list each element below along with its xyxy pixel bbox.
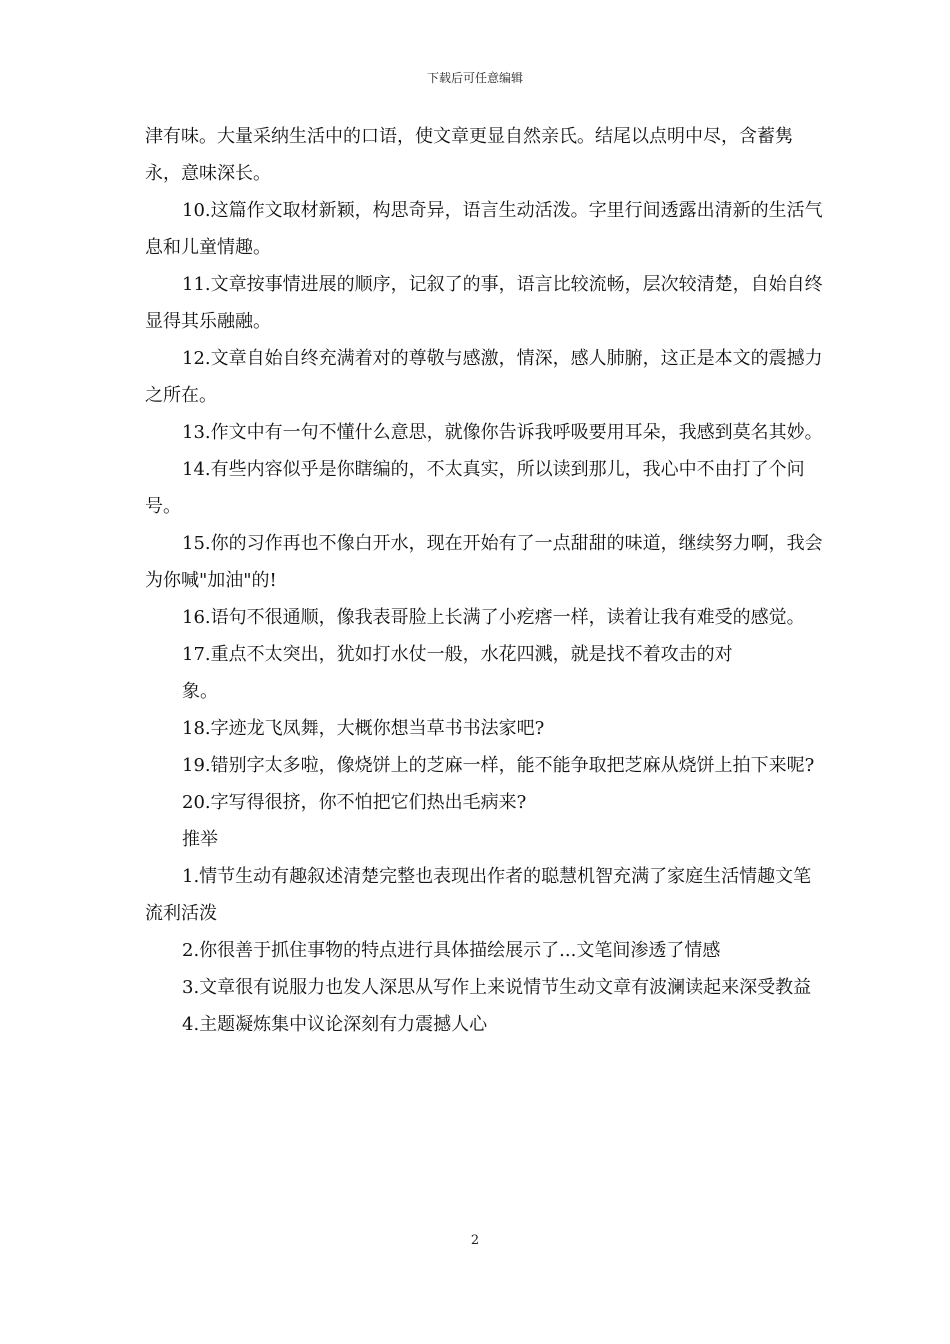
paragraph-recommend-1: 1.情节生动有趣叙述清楚完整也表现出作者的聪慧机智充满了家庭生活情趣文笔流利活泼 <box>145 866 812 924</box>
paragraph-comment-19: 19.错别字太多啦，像烧饼上的芝麻一样，能不能争取把芝麻从烧饼上拍下来呢? <box>182 755 815 776</box>
paragraph-comment-14: 14.有些内容似乎是你瞎编的，不太真实，所以读到那儿，我心中不由打了个问号。 <box>145 459 805 517</box>
paragraph-comment-17 <box>145 636 825 710</box>
paragraph-comment-10: 10.这篇作文取材新颖，构思奇异，语言生动活泼。字里行间透露出清新的生活气息和儿童情趣。 <box>145 200 823 258</box>
paragraph-comment-17-line-2: 象。 <box>182 681 218 702</box>
paragraph-comment-12: 12.文章自始自终充满着对的尊敬与感激，情深，感人肺腑，这正是本文的震撼力之所在。 <box>145 348 823 406</box>
paragraph-comment-13: 13.作文中有一句不懂什么意思，就像你告诉我呼吸要用耳朵，我感到莫名其妙。 <box>182 422 823 443</box>
paragraph-comment-20: 20.字写得很挤，你不怕把它们热出毛病来? <box>182 792 527 813</box>
section-heading-recommend: 推举 <box>182 829 218 850</box>
paragraph-comment-17-line-1: 17.重点不太突出，犹如打水仗一般，水花四溅，就是找不着攻击的对 <box>182 644 733 665</box>
document-body <box>145 118 825 1043</box>
paragraph-comment-16: 16.语句不很通顺，像我表哥脸上长满了小疙瘩一样，读着让我有难受的感觉。 <box>182 607 805 628</box>
paragraph-comment-11: 11.文章按事情进展的顺序，记叙了的事，语言比较流畅，层次较清楚，自始自终显得其乐融融。 <box>145 274 823 332</box>
page-header: 下载后可任意编辑 <box>426 71 523 85</box>
paragraph-continuation: 津有味。大量采纳生活中的口语，使文章更显自然亲氏。结尾以点明中尽，含蓄隽永，意味深长。 <box>145 126 793 184</box>
page-number: 2 <box>470 1233 480 1248</box>
paragraph-recommend-3: 3.文章很有说服力也发人深思从写作上来说情节生动文章有波澜读起来深受教益 <box>182 977 812 998</box>
paragraph-comment-15: 15.你的习作再也不像白开水，现在开始有了一点甜甜的味道，继续努力啊，我会为你喊"加油"的! <box>145 533 823 591</box>
paragraph-recommend-2: 2.你很善于抓住事物的特点进行具体描绘展示了...文笔间渗透了情感 <box>182 940 721 961</box>
paragraph-comment-18: 18.字迹龙飞凤舞，大概你想当草书书法家吧? <box>182 718 545 739</box>
paragraph-recommend-4: 4.主题凝炼集中议论深刻有力震撼人心 <box>182 1014 488 1035</box>
